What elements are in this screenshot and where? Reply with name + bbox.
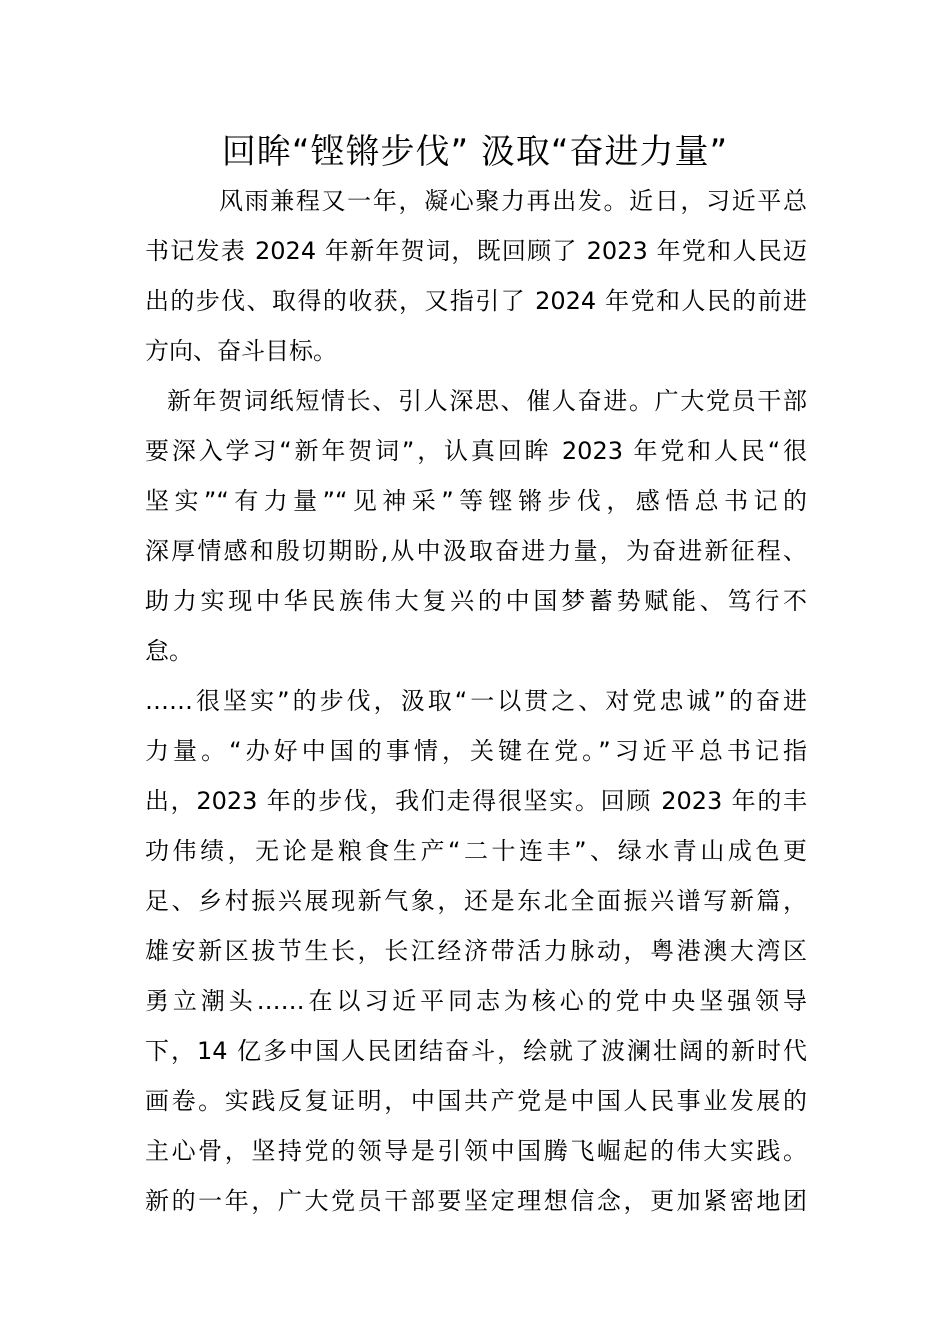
paragraph-line: 坚实”“有力量”“见神采”等铿锵步伐，感悟总书记的 bbox=[145, 487, 807, 515]
paragraph-line: 力量。“办好中国的事情，关键在党。”习近平总书记指 bbox=[145, 737, 807, 765]
paragraph bbox=[145, 676, 807, 1226]
paragraph-line: 足、乡村振兴展现新气象，还是东北全面振兴谱写新篇， bbox=[145, 887, 807, 915]
paragraph-line: 怠。 bbox=[145, 637, 193, 665]
paragraph bbox=[145, 376, 807, 676]
document-body bbox=[145, 176, 807, 1226]
paragraph-line: 书记发表 2024 年新年贺词，既回顾了 2023 年党和人民迈 bbox=[145, 237, 807, 265]
paragraph-line: 助力实现中华民族伟大复兴的中国梦蓄势赋能、笃行不 bbox=[145, 587, 807, 615]
paragraph-line: 新的一年，广大党员干部要坚定理想信念，更加紧密地团 bbox=[145, 1187, 807, 1215]
paragraph-line: 勇立潮头……在以习近平同志为核心的党中央坚强领导 bbox=[145, 987, 807, 1015]
paragraph-line: 出，2023 年的步伐，我们走得很坚实。回顾 2023 年的丰 bbox=[145, 787, 807, 815]
paragraph-line: 深厚情感和殷切期盼,从中汲取奋进力量，为奋进新征程、 bbox=[145, 537, 807, 565]
paragraph-line: 新年贺词纸短情长、引人深思、催人奋进。广大党员干部 bbox=[167, 387, 807, 415]
paragraph-line: 下，14 亿多中国人民团结奋斗，绘就了波澜壮阔的新时代 bbox=[145, 1037, 807, 1065]
paragraph-line: ……很坚实”的步伐，汲取“一以贯之、对党忠诚”的奋进 bbox=[145, 687, 807, 715]
document-title: 回眸“铿锵步伐” 汲取“奋进力量” bbox=[221, 132, 729, 172]
paragraph-line: 要深入学习“新年贺词”，认真回眸 2023 年党和人民“很 bbox=[145, 437, 807, 465]
paragraph-line: 风雨兼程又一年，凝心聚力再出发。近日，习近平总 bbox=[219, 187, 807, 215]
paragraph-line: 雄安新区拔节生长，长江经济带活力脉动，粤港澳大湾区 bbox=[145, 937, 807, 965]
paragraph-line: 画卷。实践反复证明，中国共产党是中国人民事业发展的 bbox=[145, 1087, 807, 1115]
paragraph-line: 出的步伐、取得的收获，又指引了 2024 年党和人民的前进 bbox=[145, 287, 807, 315]
paragraph-line: 功伟绩，无论是粮食生产“二十连丰”、绿水青山成色更 bbox=[145, 837, 807, 865]
paragraph-line: 方向、奋斗目标。 bbox=[145, 337, 337, 365]
paragraph bbox=[145, 176, 807, 376]
paragraph-line: 主心骨，坚持党的领导是引领中国腾飞崛起的伟大实践。 bbox=[145, 1137, 807, 1165]
